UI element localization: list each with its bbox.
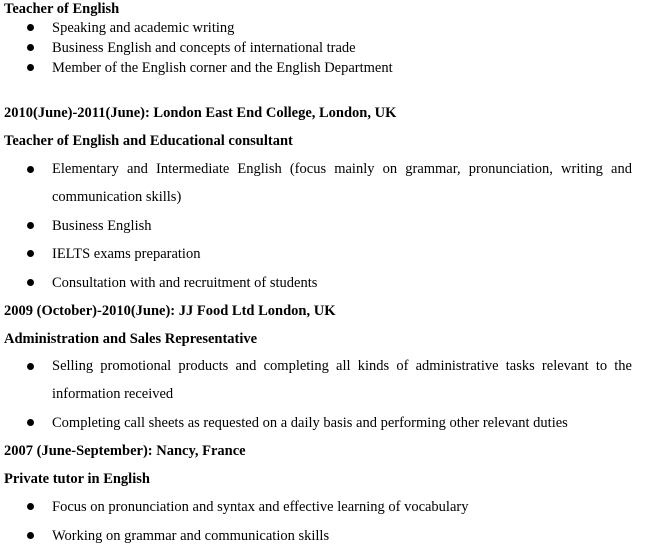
job-title: Teacher of English and Educational consultant xyxy=(4,133,293,149)
list-item: Consultation with and recruitment of students xyxy=(52,275,318,291)
list-item: Working on grammar and communication skills xyxy=(52,528,330,544)
bullet-icon xyxy=(27,64,34,71)
list-item: Completing call sheets as requested on a daily basis and performing other relevant duties xyxy=(52,415,568,431)
bullet-icon xyxy=(27,250,34,257)
job-title: Administration and Sales Representative xyxy=(4,331,258,347)
employment-period: 2010(June)-2011(June): London East End College, London, UK xyxy=(4,105,397,121)
employment-period: 2009 (October)-2010(June): JJ Food Ltd London, UK xyxy=(4,303,336,319)
employment-period: 2007 (June-September): Nancy, France xyxy=(4,443,246,459)
bullet-icon xyxy=(27,222,34,229)
job-title: Private tutor in English xyxy=(4,471,150,487)
bullet-icon xyxy=(27,363,34,370)
list-item: Member of the English corner and the English Department xyxy=(52,60,393,76)
list-item: Selling promotional products and completing all kinds of administrative tasks relevant to the information received xyxy=(52,358,632,402)
list-item: Speaking and academic writing xyxy=(52,20,235,36)
list-item: IELTS exams preparation xyxy=(52,246,201,262)
bullet-icon xyxy=(27,279,34,286)
bullet-icon xyxy=(27,419,34,426)
bullet-icon xyxy=(27,24,34,31)
bullet-icon xyxy=(27,532,34,539)
bullet-icon xyxy=(27,44,34,51)
bullet-icon xyxy=(27,166,34,173)
list-item: Focus on pronunciation and syntax and effective learning of vocabulary xyxy=(52,499,469,515)
list-item: Elementary and Intermediate English (focus mainly on grammar, pronunciation, writing and communication skills) xyxy=(52,161,632,205)
list-item: Business English xyxy=(52,218,152,234)
list-item: Business English and concepts of international trade xyxy=(52,40,356,56)
job-title: Teacher of English xyxy=(4,1,120,17)
bullet-icon xyxy=(27,503,34,510)
